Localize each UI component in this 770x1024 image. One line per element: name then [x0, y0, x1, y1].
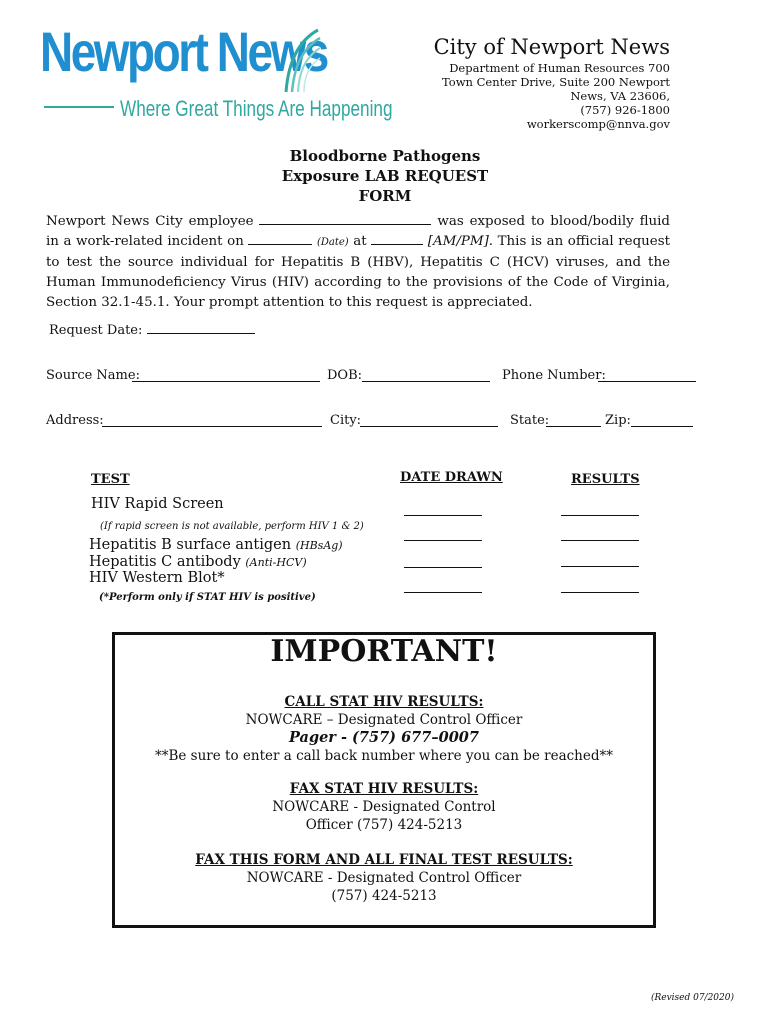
- col-results-header: RESULTS: [571, 472, 640, 487]
- callback-note: **Be sure to enter a call back number where you can be reached**: [154, 748, 614, 764]
- logo-tagline: Where Great Things Are Happening: [120, 96, 393, 121]
- pager-number: Pager - (757) 677–0007: [289, 729, 479, 746]
- test-hepb: Hepatitis B surface antigen (HBsAg): [89, 537, 343, 553]
- date-drawn-field[interactable]: [404, 540, 482, 541]
- zip-label: Zip:: [605, 413, 631, 428]
- col-date-header: DATE DRAWN: [400, 470, 503, 485]
- source-name-field[interactable]: [132, 369, 320, 382]
- date-drawn-field[interactable]: [404, 567, 482, 568]
- date-drawn-field[interactable]: [404, 592, 482, 593]
- employee-name-field[interactable]: [259, 212, 431, 225]
- fax-stat-number: Officer (757) 424-5213: [305, 817, 463, 833]
- source-name-label: Source Name:: [46, 368, 140, 383]
- address-field[interactable]: [102, 414, 322, 427]
- result-field[interactable]: [561, 566, 639, 567]
- incident-date-field[interactable]: [248, 232, 312, 245]
- zip-field[interactable]: [631, 414, 693, 427]
- city-heading: City of Newport News: [433, 35, 670, 59]
- address-label: Address:: [46, 413, 104, 428]
- city-label: City:: [330, 413, 362, 428]
- date-drawn-field[interactable]: [404, 515, 482, 516]
- state-label: State:: [510, 413, 550, 428]
- title-line: FORM: [358, 187, 412, 205]
- test-western-note: (*Perform only if STAT HIV is positive): [99, 592, 316, 603]
- email-line: workerscomp@nnva.gov: [526, 117, 670, 131]
- test-hepc: Hepatitis C antibody (Anti-HCV): [89, 554, 307, 570]
- dob-field[interactable]: [362, 369, 490, 382]
- department-address: [442, 61, 670, 131]
- phone-label: Phone Number:: [502, 368, 606, 383]
- intro-paragraph: Newport News City employee was exposed to blood/bodily fluid in a work-related incident on (Date) at [AM/PM]. This is an official request to test the source individual for Hepatitis B (HBV), Hepatitis C (HCV) viruses, and the Human Immunodeficiency Virus (HIV) according to the provisions of the Code of Virginia, Section 32.1-45.1. Your prompt attention to this request is appreciated.: [46, 214, 670, 310]
- address-line: Department of Human Resources 700: [449, 61, 670, 75]
- result-field[interactable]: [561, 515, 639, 516]
- phone-line: (757) 926-1800: [580, 103, 670, 117]
- fax-final-number: (757) 424-5213: [331, 888, 437, 904]
- fax-final-contact: NOWCARE - Designated Control Officer: [246, 870, 522, 886]
- col-test-header: TEST: [91, 472, 130, 487]
- important-title: IMPORTANT!: [270, 634, 498, 669]
- result-field[interactable]: [561, 540, 639, 541]
- form-title: [0, 146, 770, 206]
- phone-field[interactable]: [598, 369, 696, 382]
- fax-final-heading: FAX THIS FORM AND ALL FINAL TEST RESULTS:: [195, 852, 573, 868]
- title-line: Exposure LAB REQUEST: [281, 167, 489, 185]
- logo-rule: [44, 106, 114, 108]
- title-line: Bloodborne Pathogens: [289, 147, 481, 165]
- test-hiv-rapid: HIV Rapid Screen: [91, 496, 224, 512]
- logo-wordmark: Newport News: [40, 20, 327, 83]
- address-line: Town Center Drive, Suite 200 Newport: [442, 75, 670, 89]
- test-hiv-note: (If rapid screen is not available, perform HIV 1 & 2): [100, 521, 364, 532]
- state-field[interactable]: [546, 414, 601, 427]
- incident-time-field[interactable]: [371, 232, 423, 245]
- call-contact: NOWCARE – Designated Control Officer: [245, 712, 523, 728]
- city-field[interactable]: [360, 414, 498, 427]
- fax-stat-heading: FAX STAT HIV RESULTS:: [289, 781, 479, 797]
- call-results-heading: CALL STAT HIV RESULTS:: [284, 694, 484, 710]
- dob-label: DOB:: [327, 368, 363, 383]
- fax-stat-contact: NOWCARE - Designated Control: [272, 799, 496, 815]
- test-western-blot: HIV Western Blot*: [89, 570, 225, 586]
- request-date-row: Request Date:: [49, 321, 255, 338]
- request-date-field[interactable]: [147, 321, 255, 334]
- important-box: [112, 632, 656, 928]
- revision-date: (Revised 07/2020): [650, 993, 734, 1003]
- logo-swoosh-icon: [282, 26, 322, 96]
- result-field[interactable]: [561, 592, 639, 593]
- address-line: News, VA 23606,: [570, 89, 670, 103]
